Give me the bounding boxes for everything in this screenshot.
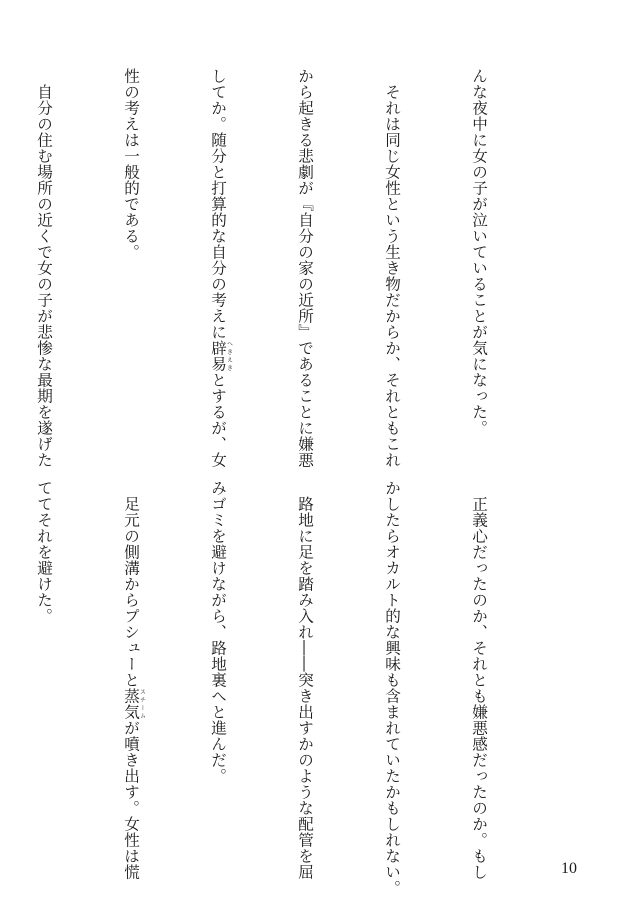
page-number: 10 [561,860,577,877]
text-line: 足元の側溝からプシューと蒸気スチームが噴き出す。女性は慌 [122,480,146,880]
text-line: んな夜中に女の子が泣いていることが気になった。 [470,68,488,436]
text-line: かしたらオカルト的な興味も含まれていたかもしれない。 [383,480,401,896]
ruby-text: 辟易へきえき [209,340,233,372]
text-line: 性の考えは一般的である。 [122,68,140,260]
text-line: 正義心だったのか、それとも嫌悪感だったのか。もし [470,480,488,880]
ruby-text: 蒸気スチーム [122,688,146,720]
text-line: 自分の住む場所の近くで女の子が悲惨な最期を遂げた [35,68,53,468]
text-line: みゴミを避けながら、路地裏へと進んだ。 [209,480,227,784]
upper-text-block [0,68,551,468]
text-line: 路地に足を踏み入れ――突き出すかのような配管を屈 [296,480,314,880]
text-line: してか。随分と打算的な自分の考えに辟易へきえきとするが、女 [209,68,233,468]
text-line: ててそれを避けた。 [35,480,53,624]
text-line: それは同じ女性という生き物だからか、それともこれ [383,68,401,468]
text-line: から起きる悲劇が『自分の家の近所』であることに嫌悪 [296,68,314,468]
lower-text-block [0,480,551,896]
